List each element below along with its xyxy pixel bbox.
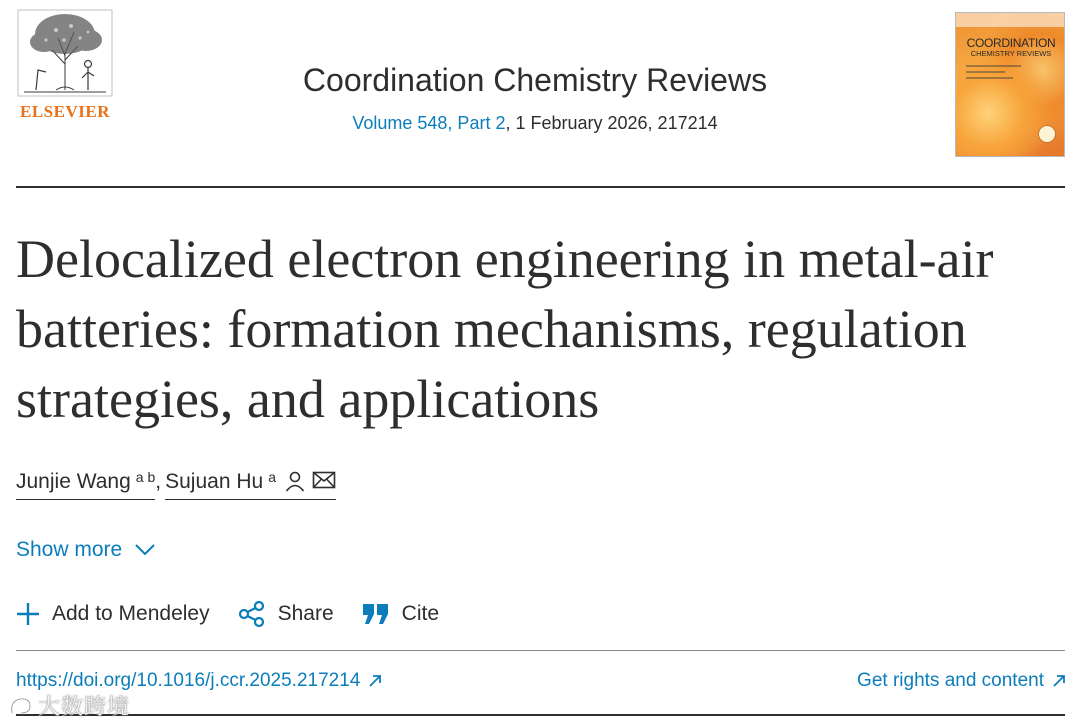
cover-editor-lines	[966, 65, 1021, 83]
person-icon	[284, 470, 306, 492]
external-arrow-icon	[1052, 674, 1066, 688]
article-actions	[16, 600, 467, 628]
rights-link[interactable]	[857, 670, 1066, 692]
cover-title-line2: CHEMISTRY REVIEWS	[970, 49, 1052, 58]
journal-cover[interactable]	[955, 12, 1065, 157]
cover-title-line1: COORDINATION	[966, 36, 1056, 50]
author-affiliations: a b	[135, 469, 156, 485]
header-divider	[16, 186, 1065, 188]
share-button[interactable]	[238, 600, 334, 628]
share-label: Share	[277, 602, 334, 625]
actions-divider	[16, 650, 1065, 651]
chevron-down-icon	[134, 543, 156, 557]
author-name: Sujuan Hu	[165, 470, 264, 493]
doi-label: https://doi.org/10.1016/j.ccr.2025.217214	[16, 670, 361, 691]
watermark	[8, 690, 130, 721]
add-to-mendeley-button[interactable]	[16, 602, 210, 626]
issue-line	[140, 113, 930, 134]
cite-button[interactable]	[362, 602, 439, 626]
publisher-logo[interactable]	[14, 8, 116, 120]
show-more-label: Show more	[16, 538, 123, 561]
author-separator: ,	[155, 470, 162, 493]
publisher-name: ELSEVIER	[20, 102, 110, 121]
article-title: Delocalized electron engineering in metal-air batteries: formation mechanisms, regulation strategies, and applications	[16, 229, 994, 429]
issue-link[interactable]: Volume 548, Part 2	[352, 113, 506, 133]
doi-link[interactable]	[16, 670, 382, 692]
author-link[interactable]	[165, 468, 336, 500]
share-icon	[238, 600, 266, 628]
author-affiliations: a	[268, 469, 276, 485]
author-list	[16, 468, 336, 500]
elsevier-tree-icon	[16, 8, 114, 98]
add-to-mendeley-label: Add to Mendeley	[52, 602, 210, 625]
journal-header	[140, 62, 930, 134]
mail-icon	[312, 470, 336, 490]
show-more-button[interactable]	[16, 538, 156, 562]
footer-divider	[16, 714, 1065, 716]
author-link[interactable]	[16, 468, 155, 500]
rights-label: Get rights and content	[857, 670, 1044, 691]
watermark-logo-icon	[8, 695, 34, 717]
cover-header-bar	[956, 13, 1064, 27]
external-arrow-icon	[368, 674, 382, 688]
cover-title	[962, 37, 1060, 58]
author-name: Junjie Wang	[16, 470, 131, 493]
journal-title[interactable]: Coordination Chemistry Reviews	[302, 62, 768, 98]
cite-label: Cite	[401, 602, 440, 625]
plus-icon	[16, 602, 40, 626]
quote-icon	[362, 603, 390, 625]
issue-details: , 1 February 2026, 217214	[505, 113, 718, 133]
cover-badge	[1038, 125, 1056, 143]
watermark-text: 大数跨境	[38, 694, 131, 719]
